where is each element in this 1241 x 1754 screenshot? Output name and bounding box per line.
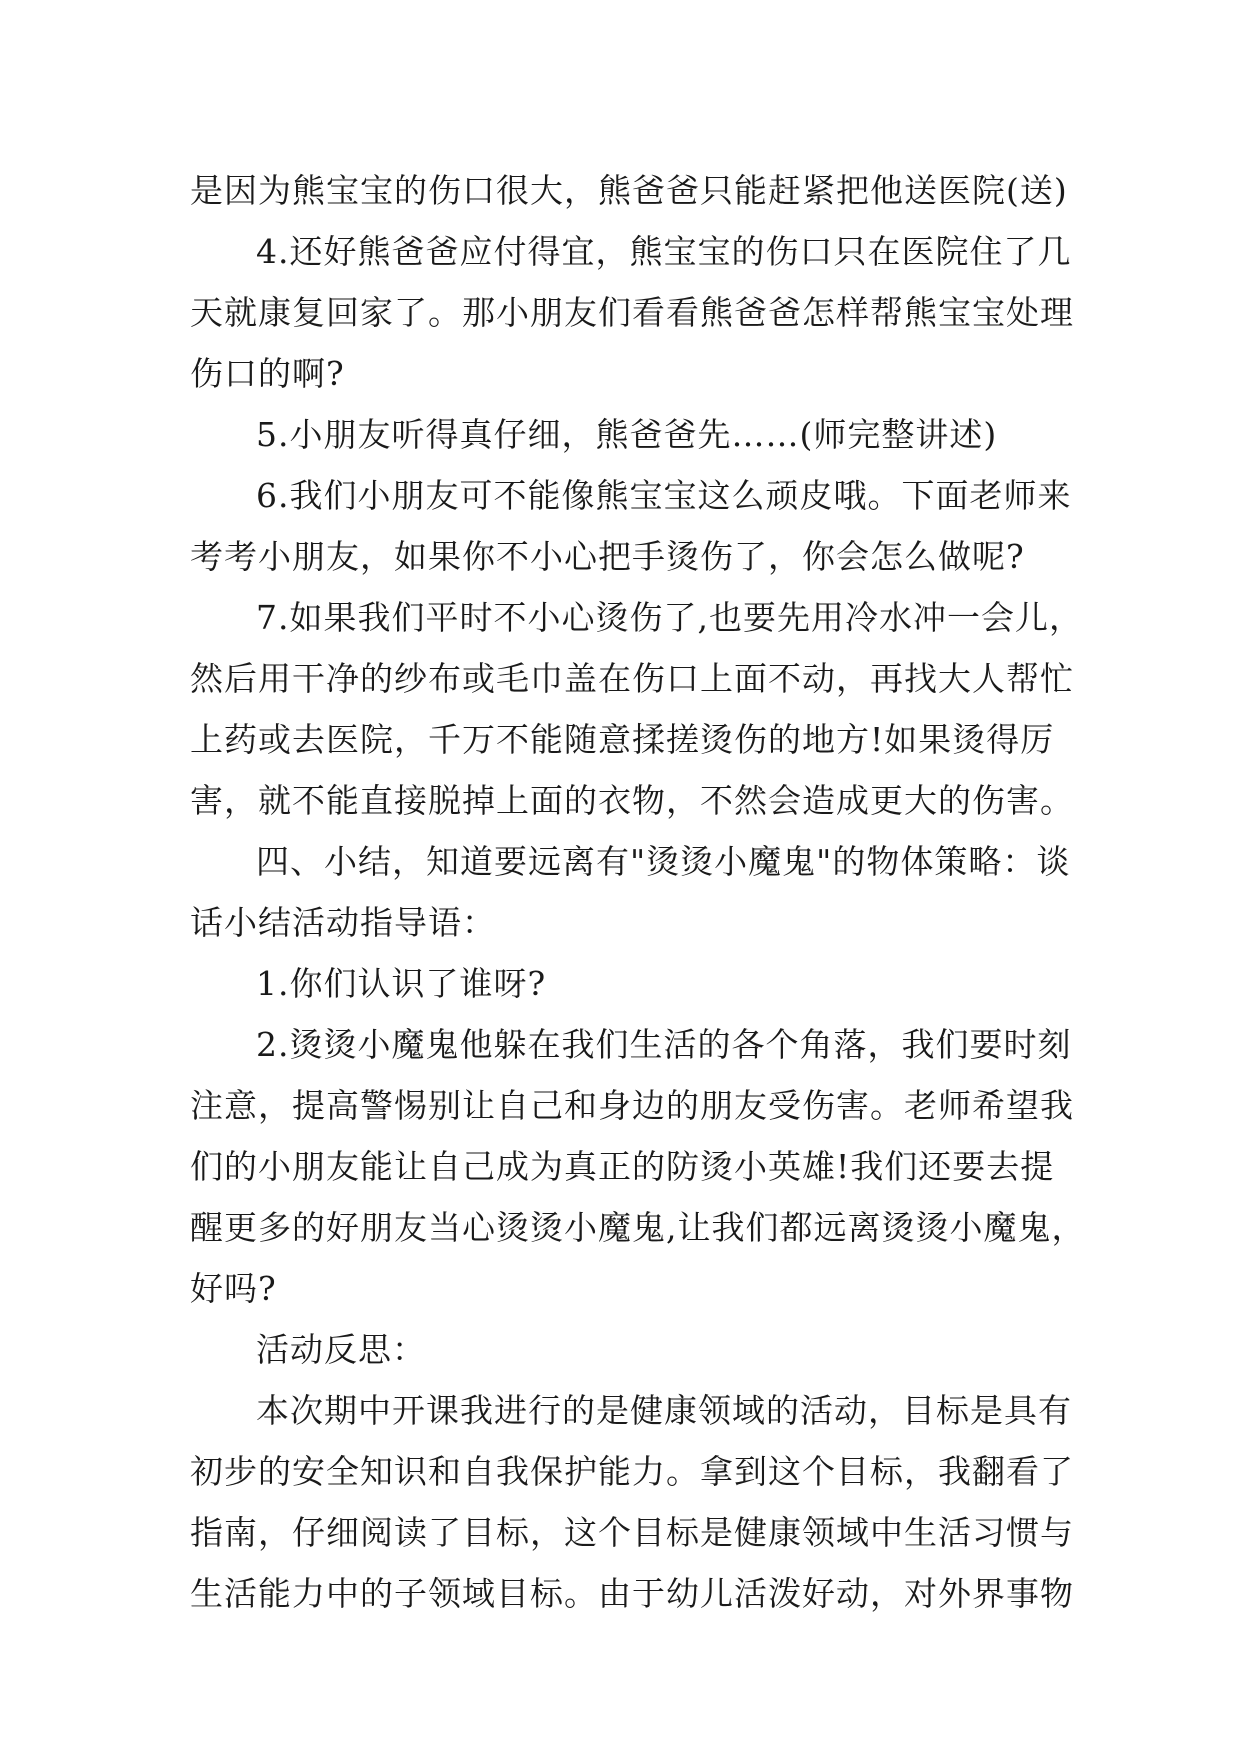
- text-line: 天就康复回家了。那小朋友们看看熊爸爸怎样帮熊宝宝处理: [190, 293, 1074, 332]
- text-line: 注意，提高警惕别让自己和身边的朋友受伤害。老师希望我: [190, 1086, 1074, 1125]
- text-line: 本次期中开课我进行的是健康领域的活动，目标是具有: [256, 1391, 1072, 1430]
- text-line: 5.小朋友听得真仔细，熊爸爸先……(师完整讲述): [256, 415, 998, 454]
- text-line: 4.还好熊爸爸应付得宜，熊宝宝的伤口只在医院住了几: [256, 232, 1072, 271]
- document-body: [190, 160, 1086, 1624]
- text-line: 伤口的啊?: [190, 354, 345, 393]
- text-line: 初步的安全知识和自我保护能力。拿到这个目标，我翻看了: [190, 1452, 1074, 1491]
- text-line: 害，就不能直接脱掉上面的衣物，不然会造成更大的伤害。: [190, 781, 1074, 820]
- text-line: 是因为熊宝宝的伤口很大，熊爸爸只能赶紧把他送医院(送): [190, 171, 1068, 210]
- text-line: 醒更多的好朋友当心烫烫小魔鬼,让我们都远离烫烫小魔鬼，: [190, 1208, 1086, 1247]
- text-line: 2.烫烫小魔鬼他躲在我们生活的各个角落，我们要时刻: [256, 1025, 1072, 1064]
- section-heading-line: 活动反思：: [256, 1330, 426, 1369]
- text-line: 7.如果我们平时不小心烫伤了,也要先用冷水冲一会儿，: [256, 598, 1083, 637]
- text-line: 们的小朋友能让自己成为真正的防烫小英雄!我们还要去提: [190, 1147, 1055, 1186]
- text-line: 生活能力中的子领域目标。由于幼儿活泼好动，对外界事物: [190, 1574, 1074, 1613]
- text-line: 6.我们小朋友可不能像熊宝宝这么顽皮哦。下面老师来: [256, 476, 1072, 515]
- text-line: 1.你们认识了谁呀?: [256, 964, 547, 1003]
- text-line: 然后用干净的纱布或毛巾盖在伤口上面不动，再找大人帮忙: [190, 659, 1074, 698]
- text-line: 好吗?: [190, 1269, 277, 1308]
- text-line: 考考小朋友，如果你不小心把手烫伤了，你会怎么做呢?: [190, 537, 1025, 576]
- text-line: 话小结活动指导语：: [190, 903, 496, 942]
- text-line: 上药或去医院，千万不能随意揉搓烫伤的地方!如果烫得厉: [190, 720, 1055, 759]
- section-heading-line: 四、小结，知道要远离有"烫烫小魔鬼"的物体策略：谈: [256, 842, 1071, 881]
- text-line: 指南，仔细阅读了目标，这个目标是健康领域中生活习惯与: [190, 1513, 1074, 1552]
